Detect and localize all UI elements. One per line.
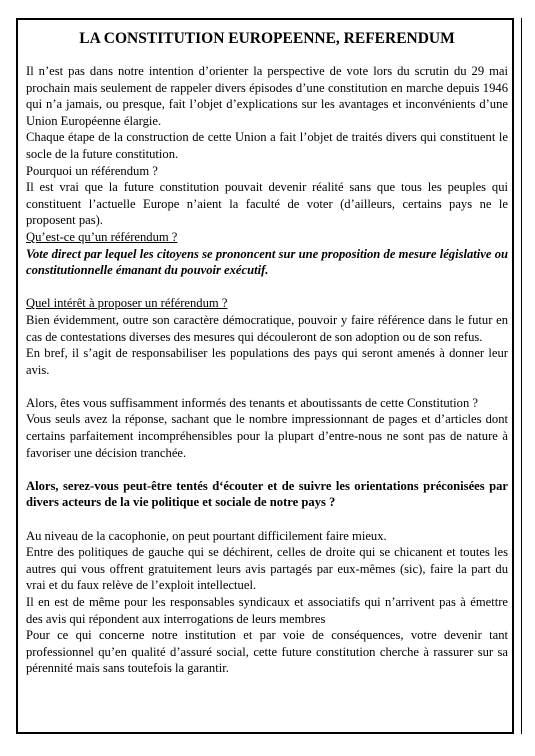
referendum-definition: Vote direct par lequel les citoyens se prononcent sur une proposition de mesure législative ou constitutionnelle émanant du pouvoir exécutif. (26, 246, 508, 278)
paragraph-treaties: Chaque étape de la construction de cette Union a fait l’objet de traités divers qui constituent le socle de la future constitution. (26, 130, 508, 161)
paragraph-politics: Entre des politiques de gauche qui se déchirent, celles de droite qui se chicanent et toutes les autres qui vous offrent gratuitement leurs avis partagés par eux-mêmes (sic), faire la part du vrai et du faux relève de l’exploit intellectuel. (26, 545, 508, 593)
paragraph-orientations: Alors, serez-vous peut-être tentés d‘écouter et de suivre les orientations préconisées par divers acteurs de la vie politique et sociale de notre pays ? (26, 478, 508, 510)
article-title: LA CONSTITUTION EUROPEENNE, REFERENDUM (79, 30, 455, 47)
spacer (26, 511, 508, 528)
paragraph-informed: Alors, êtes vous suffisamment informés des tenants et aboutissants de cette Constitution ? (26, 395, 479, 410)
question-why-referendum: Pourquoi un référendum ? (26, 163, 158, 178)
paragraph-peoples-vote: Il est vrai que la future constitution pouvait devenir réalité sans que tous les peuples qui constituent l’actuelle Europe n’aient la faculté de voter (d’ailleurs, certains pays ne le proposent pas). (26, 180, 508, 228)
paragraph-intro: Il n’est pas dans notre intention d’orienter la perspective de vote lors du scrutin du 29 mai prochain mais seulement de rappeler divers épisodes d’une constitution en marche depuis 1946 qui n’a jamais, ou presque, fait l’objet d’explications sur les avantages et inconvénients d’une Union Européenne élargie. (26, 64, 508, 128)
spacer (26, 279, 508, 296)
article-frame (16, 18, 514, 734)
page-edge-divider (521, 18, 522, 734)
article-body (26, 30, 508, 677)
paragraph-institution: Pour ce qui concerne notre institution et par voie de conséquences, votre devenir tant professionnel qu’en qualité d’assuré social, cette future constitution cherche à rassurer sur sa pérennité mais sans toutefois la garantir. (26, 628, 508, 676)
question-interest: Quel intérêt à proposer un référendum ? (26, 296, 228, 311)
spacer (26, 378, 508, 395)
paragraph-cacophony: Au niveau de la cacophonie, on peut pourtant difficilement faire mieux. (26, 528, 387, 543)
question-what-is-referendum: Qu’est-ce qu’un référendum ? (26, 229, 178, 244)
paragraph-responsibility: En bref, il s’agit de responsabiliser les populations des pays qui seront amenés à donner leur avis. (26, 346, 508, 377)
paragraph-answer: Vous seuls avez la réponse, sachant que le nombre impressionnant de pages et d’articles dont certains parfaitement incompréhensibles pour la plupart d’entre-nous ne sont pas de nature à favoriser une décision tranchée. (26, 412, 508, 460)
paragraph-democratic: Bien évidemment, outre son caractère démocratique, pouvoir y faire référence dans le futur en cas de contestations diverses des mesures qui découleront de son adoption ou de son refus. (26, 312, 508, 344)
spacer (26, 461, 508, 478)
paragraph-unions: Il en est de même pour les responsables syndicaux et associatifs qui n’arrivent pas à émettre des avis qui répondent aux interrogations de leurs membres (26, 595, 508, 626)
